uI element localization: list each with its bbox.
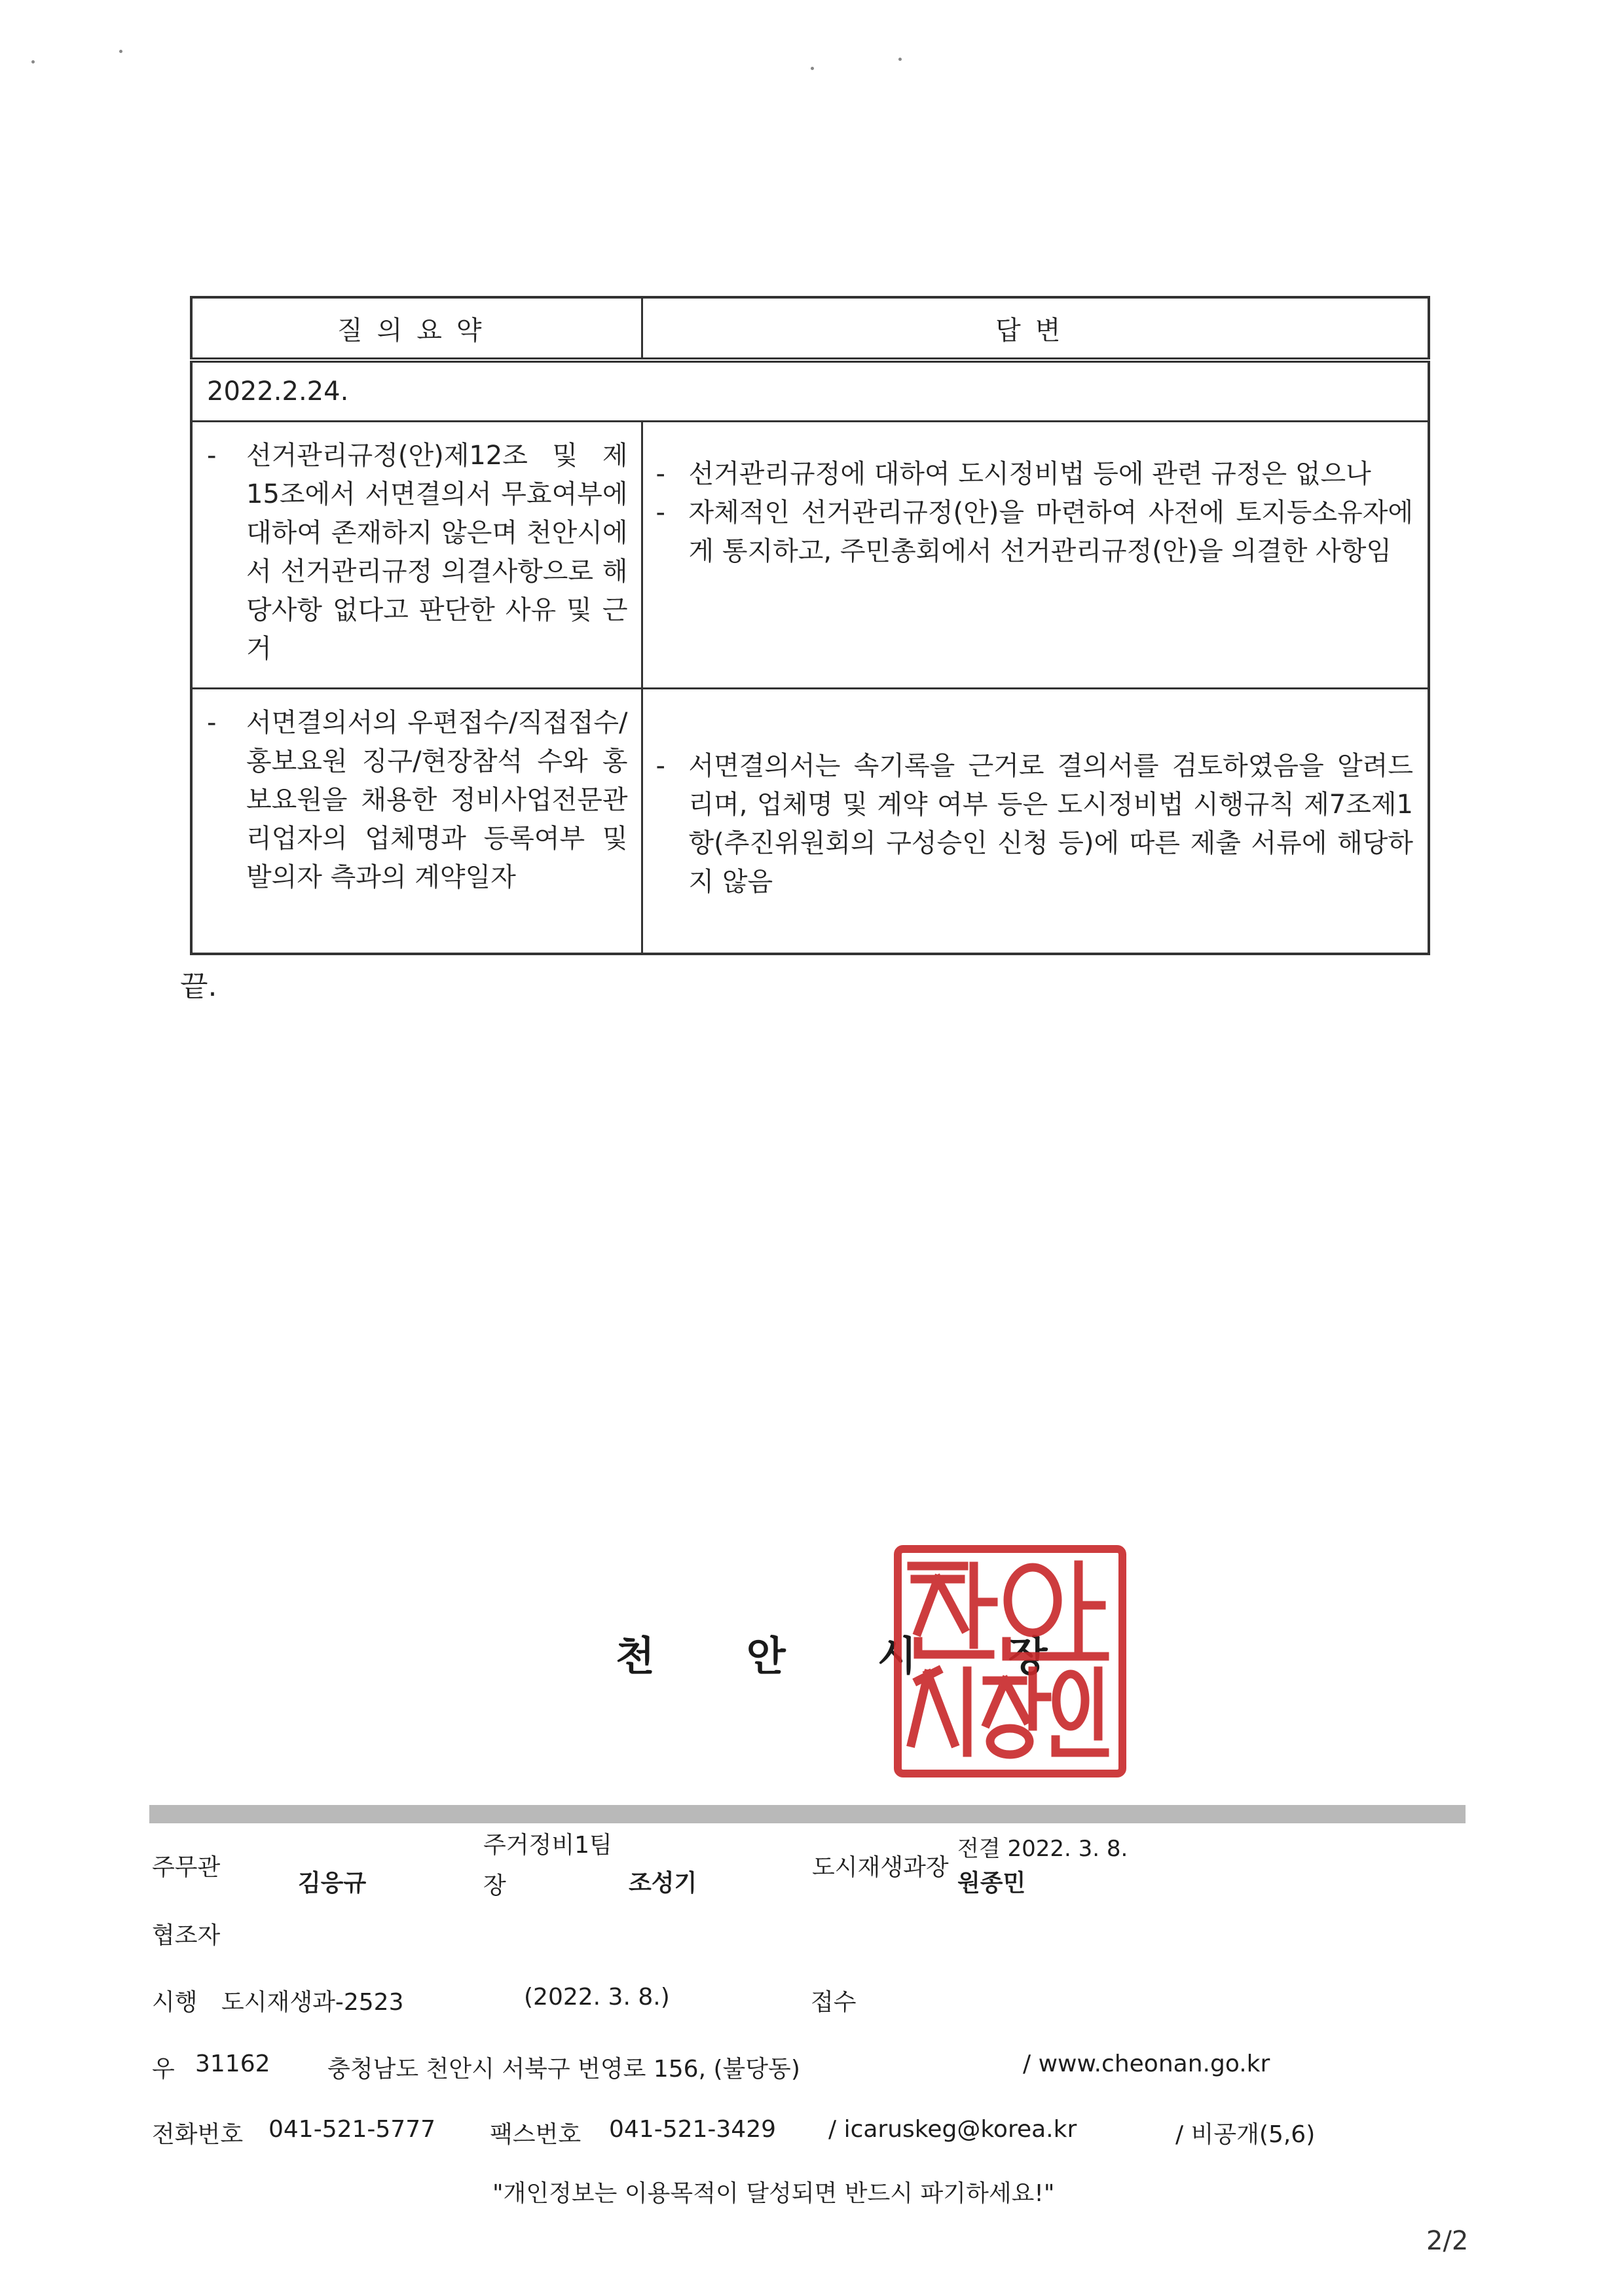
dash-marker: - (655, 498, 665, 528)
team-leader-name: 조성기 (629, 1870, 697, 1897)
page-number: 2/2 (1426, 2226, 1469, 2256)
question-cell (191, 422, 642, 689)
team-label-line1: 주거정비1팀 (483, 1832, 612, 1859)
header-answer: 답변 (642, 297, 1429, 360)
cooperator-label: 협조자 (152, 1922, 221, 1949)
qa-table (190, 296, 1430, 955)
question-text: 선거관리규정(안)제12조 및 제15조에서 서면결의서 무효여부에 대하여 존재하지 않은며 천안시에서 선거관리규정 의결사항으로 해당사항 없다고 판단한 사유 및 근거 (246, 441, 628, 664)
scan-speck (31, 60, 35, 64)
answer-text: 자체적인 선거관리규정(안)을 마련하여 사전에 토지등소유자에게 통지하고, 주민총회에서 선거관리규정(안)을 의결한 사항임 (688, 498, 1413, 566)
answer-cell (642, 422, 1429, 689)
email-link[interactable]: / icaruskeg@korea.kr (828, 2116, 1077, 2143)
dept-head-label: 도시재생과장 (812, 1854, 949, 1881)
disclosure-status: / 비공개(5,6) (1175, 2121, 1316, 2148)
end-mark: 끝. (180, 970, 217, 1003)
team-label-line2: 장 (483, 1872, 506, 1899)
answer-text: 서면결의서는 속기록을 근거로 결의서를 검토하였음을 알려드리며, 업체명 및 계약 여부 등은 도시정비법 시행규칙 제7조제1항(추진위원회의 구성승인 신청 등)에 따른 제출 서류에 해당하지 않음 (688, 751, 1413, 897)
enforcement-label: 시행 (152, 1989, 198, 2016)
answer-text: 선거관리규정에 대하여 도시정비법 등에 관련 규정은 없으나 (688, 459, 1371, 489)
seal-lettering (902, 1553, 1118, 1770)
dash-marker: - (207, 708, 217, 738)
postcode-label: 우 (152, 2056, 175, 2083)
table-header-row (191, 297, 1429, 360)
postcode: 31162 (195, 2050, 270, 2077)
enforcement-number: 도시재생과-2523 (221, 1989, 404, 2016)
official-seal-stamp (894, 1545, 1126, 1777)
chief-label: 주무관 (152, 1854, 221, 1881)
footer-divider-band (149, 1805, 1466, 1823)
privacy-notice: "개인정보는 이용목적이 달성되면 반드시 파기하세요!" (492, 2180, 1055, 2207)
dash-marker: - (655, 751, 665, 781)
answer-cell (642, 689, 1429, 954)
question-cell (191, 689, 642, 954)
scan-speck (898, 58, 902, 61)
approver-name: 원종민 (957, 1870, 1026, 1897)
header-question: 질의요약 (191, 297, 642, 360)
inquiry-date: 2022.2.24. (191, 360, 1429, 422)
date-row (191, 360, 1429, 422)
website-link[interactable]: / www.cheonan.go.kr (1023, 2050, 1270, 2077)
table-row (191, 422, 1429, 689)
table-row (191, 689, 1429, 954)
question-text: 서면결의서의 우편접수/직접접수/홍보요원 징구/현장참석 수와 홍보요원을 채용한 정비사업전문관리업자의 업체명과 등록여부 및 발의자 측과의 계약일자 (246, 708, 628, 892)
scan-speck (811, 67, 814, 70)
dash-marker: - (207, 441, 217, 471)
mayor-title: 천안시장 (616, 1632, 1139, 1680)
enforcement-date: (2022. 3. 8.) (524, 1984, 670, 2011)
phone-label: 전화번호 (152, 2121, 244, 2148)
dash-marker: - (655, 459, 665, 489)
approval-date: 전결 2022. 3. 8. (957, 1836, 1128, 1862)
scan-speck (119, 50, 122, 53)
chief-name: 김응규 (298, 1870, 367, 1897)
address: 충청남도 천안시 서북구 번영로 156, (불당동) (327, 2056, 800, 2083)
fax-number: 041-521-3429 (609, 2116, 777, 2143)
receipt-label: 접수 (811, 1989, 857, 2016)
fax-label: 팩스번호 (490, 2121, 581, 2148)
phone-number: 041-521-5777 (268, 2116, 436, 2143)
